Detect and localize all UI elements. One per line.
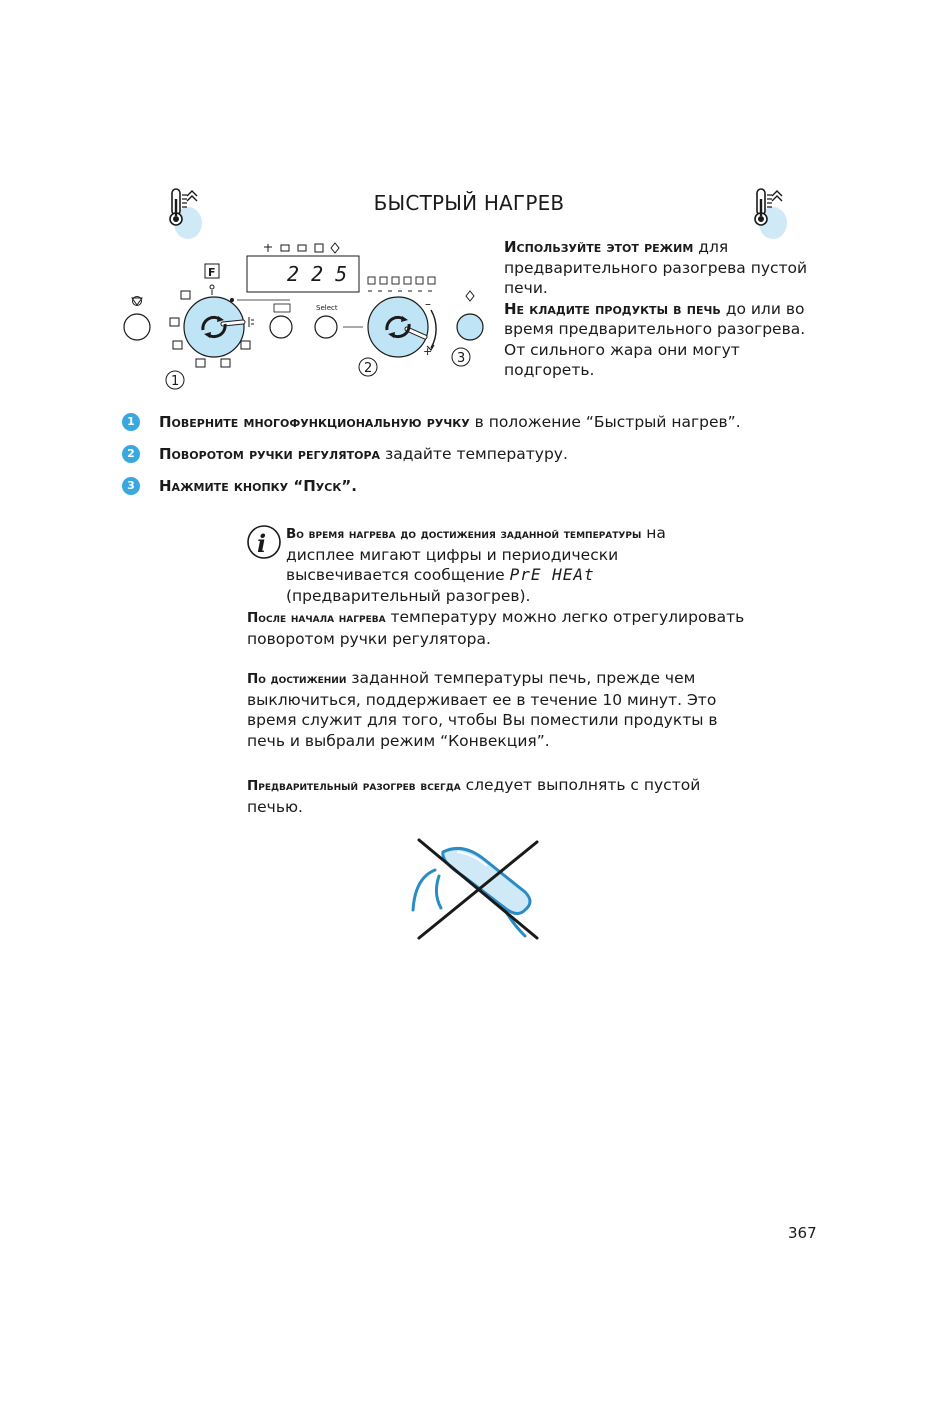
- paragraph-1-bold: После начала нагрева: [247, 610, 386, 626]
- button3-callout: 3: [457, 351, 466, 366]
- regulator-knob: [368, 297, 428, 357]
- display-function-icons: [264, 243, 339, 253]
- paragraph-2-rest: заданной температуры печь, прежде чем выключиться, поддерживает ее в течение 10 минут. Это время служит для того, чтобы Вы поместили продукты в печь и выбрали режим “Конвекция”.: [247, 669, 718, 750]
- paragraph-2: [247, 668, 747, 751]
- paragraph-2-bold: По достижении: [247, 671, 347, 687]
- step-1-bold: Поверните многофункциональную ручку: [159, 413, 470, 431]
- page-title: БЫСТРЫЙ НАГРЕВ: [373, 191, 565, 215]
- step-3-number: 3: [122, 477, 140, 495]
- intro-p1-rest: для предварительного разогрева пустой печи.: [504, 238, 808, 297]
- intro-p2-bold: Не кладите продукты в печь: [504, 299, 721, 318]
- knob1-callout: 1: [171, 374, 180, 389]
- plus-sign: +: [423, 345, 433, 358]
- intro-p1-bold: Используйте этот режим: [504, 238, 694, 256]
- step-2-bold: Поворотом ручки регулятора: [159, 445, 381, 463]
- info-note: [286, 523, 716, 606]
- multifunction-knob: [184, 297, 244, 357]
- note-display-text: PrE HEAt: [509, 565, 595, 584]
- info-icon: [246, 524, 282, 560]
- note-rest1: на дисплее мигают цифры и периодически высвечивается сообщение: [286, 524, 666, 584]
- no-spray-icon: [405, 838, 545, 942]
- step-3-bold: Нажмите кнопку “Пуск”.: [159, 477, 357, 495]
- intro-text: [504, 237, 814, 381]
- f-label: F: [208, 266, 216, 279]
- control-panel-illustration: [115, 238, 495, 398]
- select-label: Select: [316, 304, 338, 312]
- page-number: 367: [788, 1224, 817, 1242]
- step-2-number: 2: [122, 445, 140, 463]
- display-value: 2 2 5: [287, 262, 348, 286]
- minus-sign: –: [425, 297, 431, 311]
- intro-p2-rest: до или во время предварительного разогрева. От сильного жара они могут подгореть.: [504, 299, 806, 379]
- note-bold: Во время нагрева до достижения заданной температуры: [286, 526, 642, 542]
- paragraph-1: [247, 607, 747, 649]
- paragraph-3-rest: следует выполнять с пустой печью.: [247, 776, 701, 816]
- start-button: [457, 314, 483, 340]
- svg-text:i: i: [257, 529, 267, 558]
- note-rest2: (предварительный разогрев).: [286, 586, 531, 605]
- knob2-callout: 2: [364, 361, 373, 376]
- stop-button: [124, 314, 150, 340]
- paragraph-3: [247, 775, 747, 817]
- fast-heat-icon-right: [745, 185, 795, 245]
- paragraph-3-bold: Предварительный разогрев всегда: [247, 778, 461, 794]
- step-1-number: 1: [122, 413, 140, 431]
- paragraph-1-rest: температуру можно легко отрегулировать поворотом ручки регулятора.: [247, 608, 745, 648]
- step-1-rest: в положение “Быстрый нагрев”.: [469, 413, 741, 431]
- auto-button: [270, 316, 292, 338]
- step-2-rest: задайте температуру.: [380, 445, 568, 463]
- select-button: [315, 316, 337, 338]
